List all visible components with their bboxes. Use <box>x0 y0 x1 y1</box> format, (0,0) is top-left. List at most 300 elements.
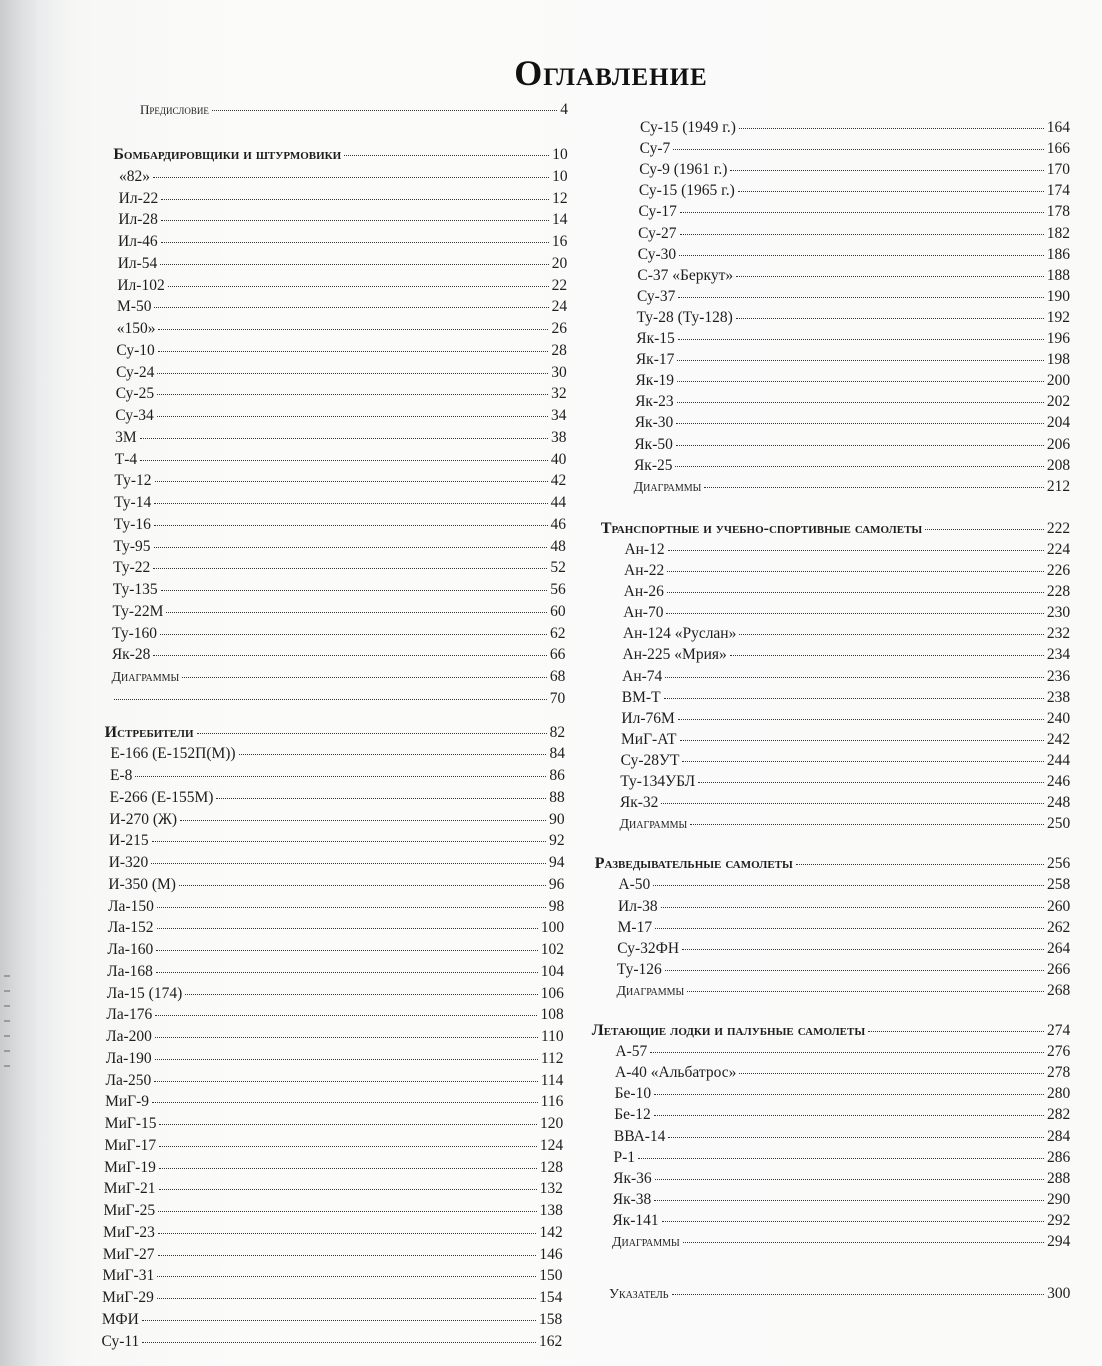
toc-section-heading <box>105 723 565 743</box>
page-number: 52 <box>550 559 566 577</box>
toc-entry <box>635 371 1070 391</box>
page-number: 142 <box>539 1223 563 1241</box>
toc-entry <box>102 1332 563 1352</box>
leader-dots <box>680 740 1044 741</box>
toc-entry <box>114 471 566 491</box>
toc-entry <box>615 1063 1070 1083</box>
entry-title: Як-17 <box>635 351 675 369</box>
page-number: 96 <box>548 875 565 893</box>
toc-entry <box>105 1071 563 1091</box>
toc-entry <box>624 582 1070 602</box>
entry-title: Е-166 (Е-152П(М)) <box>110 745 236 763</box>
leader-dots <box>158 1255 537 1256</box>
leader-dots <box>667 592 1044 593</box>
toc-entry <box>112 602 565 622</box>
toc-entry <box>106 1027 564 1047</box>
entry-title: Су-10 <box>116 341 155 359</box>
leader-dots <box>739 1073 1044 1074</box>
entry-title: Ан-70 <box>623 604 664 622</box>
toc-entry <box>624 561 1070 581</box>
page-number: 26 <box>551 320 567 337</box>
entry-title: А-57 <box>615 1043 648 1061</box>
spine-marks <box>4 975 14 1080</box>
toc-entry <box>105 1114 563 1134</box>
toc-entry <box>624 540 1070 560</box>
leader-dots <box>157 416 548 417</box>
entry-title: Ан-22 <box>624 562 665 579</box>
toc-entry <box>110 788 565 808</box>
toc-entry <box>620 814 1071 835</box>
page-number: 234 <box>1046 646 1071 664</box>
toc-entry <box>103 1201 562 1221</box>
page-number: 290 <box>1047 1190 1071 1208</box>
page-number: 120 <box>539 1115 564 1132</box>
page-number: 114 <box>540 1071 564 1089</box>
toc-entry <box>107 940 564 960</box>
page-number: 28 <box>551 341 567 359</box>
page-number: 60 <box>550 602 566 620</box>
leader-dots <box>155 1037 538 1038</box>
page-number: 46 <box>550 515 567 533</box>
leader-dots <box>736 318 1044 319</box>
entry-title: Р-1 <box>613 1148 636 1166</box>
page-number: 242 <box>1046 730 1071 748</box>
entry-title: «82» <box>118 167 150 185</box>
toc-entry <box>108 918 564 938</box>
leader-dots <box>180 820 546 821</box>
page-number: 244 <box>1046 751 1071 769</box>
entry-title: Ту-16 <box>113 515 151 533</box>
toc-entry <box>117 319 567 339</box>
leader-dots <box>158 329 548 330</box>
page-number: 268 <box>1047 981 1071 999</box>
entry-title: Су-7 <box>639 140 671 158</box>
page-number: 250 <box>1046 815 1071 833</box>
toc-entry <box>118 210 567 230</box>
entry-title: Су-37 <box>636 287 676 305</box>
toc-section-heading <box>595 854 1070 874</box>
entry-title: Су-34 <box>115 407 154 424</box>
page-number: 38 <box>550 428 567 446</box>
leader-dots <box>698 782 1044 783</box>
toc-section-heading <box>592 1021 1070 1041</box>
leader-dots <box>730 655 1044 656</box>
toc-entry <box>620 793 1070 813</box>
entry-title: Ла-160 <box>107 941 154 958</box>
entry-title: Е-8 <box>110 767 133 784</box>
entry-title: Ла-15 (174) <box>106 984 183 1002</box>
toc-entry <box>621 751 1071 771</box>
leader-dots <box>216 798 546 799</box>
page-number: 82 <box>549 723 566 741</box>
toc-entry <box>107 962 564 982</box>
leader-dots <box>154 1081 537 1082</box>
leader-dots <box>676 423 1044 424</box>
leader-dots <box>157 373 548 374</box>
page-number: 280 <box>1047 1085 1071 1103</box>
leader-dots <box>662 1221 1044 1222</box>
toc-entry <box>118 254 568 274</box>
page-number: 248 <box>1046 794 1071 812</box>
entry-title: Ту-14 <box>114 494 152 511</box>
page-number: 108 <box>540 1006 564 1024</box>
entry-title: Як-28 <box>111 646 151 664</box>
entry-title: Диаграммы <box>111 670 180 685</box>
leader-dots <box>155 481 548 482</box>
page-number: 40 <box>550 450 567 468</box>
leader-dots <box>153 655 547 656</box>
entry-title: ВВА-14 <box>613 1127 666 1145</box>
toc-entry <box>110 744 565 764</box>
leader-dots <box>159 1124 536 1125</box>
toc-entry <box>620 772 1070 792</box>
page-number: 88 <box>549 788 565 806</box>
toc-entry <box>118 232 567 252</box>
entry-title: Су-25 <box>115 385 155 403</box>
entry-title: Ту-28 (Ту-128) <box>636 308 733 326</box>
entry-title: Ан-225 «Мрия» <box>622 646 727 664</box>
page-number: 92 <box>549 832 565 850</box>
toc-entry <box>635 392 1070 412</box>
toc-entry <box>638 224 1070 244</box>
entry-title: Су-27 <box>638 224 677 242</box>
page-number: 226 <box>1046 562 1071 579</box>
entry-title: А-40 «Альбатрос» <box>615 1064 737 1082</box>
page-number: 230 <box>1046 604 1071 622</box>
leader-dots <box>673 149 1043 150</box>
toc-entry <box>613 1190 1071 1210</box>
leader-dots <box>739 128 1044 129</box>
entry-title: Диаграммы <box>611 1235 680 1250</box>
entry-title: Ту-126 <box>616 960 662 978</box>
entry-title: Ла-250 <box>105 1071 152 1089</box>
leader-dots <box>655 928 1044 929</box>
toc-entry <box>115 428 566 448</box>
page-number: 224 <box>1046 540 1071 558</box>
toc-entry <box>637 308 1070 328</box>
entry-title: Як-38 <box>612 1190 652 1208</box>
entry-title: Як-19 <box>635 372 674 390</box>
toc-entry <box>613 1169 1070 1189</box>
page-number: 208 <box>1046 456 1071 474</box>
toc-entry <box>109 853 565 873</box>
leader-dots <box>157 1298 536 1299</box>
entry-title: 3М <box>115 428 137 446</box>
entry-title: Ла-168 <box>107 962 153 980</box>
page-number: 90 <box>549 810 565 828</box>
entry-title: МиГ-17 <box>104 1136 157 1154</box>
page-number: 124 <box>539 1136 564 1154</box>
entry-title: Ан-12 <box>624 540 665 558</box>
book-spine <box>0 0 36 1366</box>
page-number: 300 <box>1047 1285 1071 1303</box>
page-number: 158 <box>539 1310 563 1328</box>
toc-entry <box>112 645 566 665</box>
page-number: 192 <box>1046 308 1071 326</box>
leader-dots <box>159 1168 537 1169</box>
leader-dots <box>682 949 1044 950</box>
page-number: 174 <box>1046 182 1070 200</box>
page-number: 62 <box>550 624 566 642</box>
entry-title: Як-36 <box>613 1169 652 1187</box>
page-number: 186 <box>1046 245 1071 263</box>
page-number: 282 <box>1047 1106 1071 1124</box>
toc-entry <box>113 537 565 557</box>
leader-dots <box>678 719 1044 720</box>
toc-entry <box>108 875 564 895</box>
leader-dots <box>140 438 548 439</box>
toc-section-heading <box>601 519 1070 539</box>
leader-dots <box>179 885 546 886</box>
leader-dots <box>654 1115 1044 1116</box>
leader-dots <box>152 841 546 842</box>
toc-entry <box>640 139 1070 159</box>
leader-dots <box>868 1031 1044 1032</box>
section-title: Истребители <box>104 723 194 741</box>
page-number: 154 <box>539 1289 563 1306</box>
toc-section-heading <box>113 145 567 165</box>
page-number: 44 <box>550 494 567 511</box>
page-number: 188 <box>1046 266 1071 284</box>
page-number: 102 <box>540 941 565 958</box>
entry-title: Су-11 <box>101 1332 140 1350</box>
toc-entry <box>635 413 1070 433</box>
entry-title: МиГ-27 <box>102 1245 155 1263</box>
leader-dots <box>155 1059 538 1060</box>
entry-title: Т-4 <box>114 450 138 468</box>
leader-dots <box>161 199 549 200</box>
page-number: 276 <box>1047 1043 1071 1061</box>
leader-dots <box>158 351 549 352</box>
entry-title: Диаграммы <box>619 817 688 833</box>
entry-title: Як-32 <box>619 794 659 812</box>
toc-entry <box>612 1211 1070 1231</box>
page-number: 222 <box>1046 519 1071 537</box>
toc-entry <box>102 1310 562 1330</box>
entry-title: МиГ-15 <box>104 1115 157 1132</box>
toc-entry <box>639 160 1070 180</box>
page-number: 100 <box>540 919 565 937</box>
entry-title: Як-50 <box>634 435 673 453</box>
toc-entry <box>110 766 565 786</box>
toc-entry <box>114 515 566 535</box>
leader-dots <box>738 191 1044 192</box>
toc-entry <box>621 709 1070 729</box>
page-number: 84 <box>549 745 565 763</box>
entry-title: Ту-12 <box>114 472 152 490</box>
page-number: 34 <box>551 407 567 424</box>
leader-dots <box>155 1015 537 1016</box>
page-number: 106 <box>540 984 564 1002</box>
page-number: 200 <box>1046 372 1071 390</box>
toc-entry <box>617 960 1070 980</box>
toc-entry <box>103 1245 563 1265</box>
entry-title: И-270 (Ж) <box>109 810 178 828</box>
leader-dots <box>156 972 538 973</box>
entry-title: А-50 <box>618 876 651 894</box>
toc-entry <box>111 667 565 688</box>
leader-dots <box>153 177 549 178</box>
leader-dots <box>142 1320 536 1321</box>
entry-title: Ил-38 <box>618 897 658 915</box>
page-number: 238 <box>1046 688 1071 706</box>
entry-title: Ил-54 <box>117 254 158 272</box>
leader-dots <box>664 698 1044 699</box>
page-number: 198 <box>1046 351 1071 369</box>
page-number: 138 <box>539 1202 563 1219</box>
entry-title: Ла-150 <box>108 897 154 915</box>
page-number: 68 <box>549 668 566 685</box>
toc-entry <box>117 297 567 317</box>
entry-title: Су-24 <box>116 363 155 381</box>
entry-title: Су-32ФН <box>617 939 680 957</box>
toc-entry <box>106 1005 563 1025</box>
page-number: 278 <box>1047 1064 1071 1082</box>
leader-dots <box>668 550 1044 551</box>
page-number: 10 <box>552 146 568 163</box>
toc-entry <box>639 202 1071 222</box>
entry-title: МиГ-19 <box>104 1158 156 1176</box>
leader-dots <box>638 1158 1044 1159</box>
page-number: 274 <box>1047 1022 1071 1039</box>
page-number: 112 <box>540 1049 564 1067</box>
entry-title: ВМ-Т <box>621 688 661 706</box>
page-number: 228 <box>1046 583 1071 601</box>
leader-dots <box>665 970 1044 971</box>
leader-dots <box>157 394 548 395</box>
page-number: 48 <box>550 537 566 555</box>
page-number: 260 <box>1046 897 1071 915</box>
entry-title: МиГ-25 <box>103 1202 156 1219</box>
page-number: 42 <box>550 472 567 490</box>
toc-entry <box>622 667 1070 687</box>
leader-dots <box>682 761 1043 762</box>
page-number: 4 <box>560 101 568 118</box>
page-number: 14 <box>551 211 568 229</box>
page-number: 236 <box>1046 667 1071 685</box>
toc-entry <box>622 688 1070 708</box>
entry-title: Ла-200 <box>106 1028 152 1045</box>
leader-dots <box>678 339 1044 340</box>
toc-entry <box>634 435 1070 455</box>
toc-entry <box>109 810 564 830</box>
entry-title: МиГ-9 <box>105 1093 150 1111</box>
leader-dots <box>158 1233 537 1234</box>
page-number: 32 <box>551 385 567 403</box>
entry-title: Як-23 <box>635 393 674 411</box>
leader-dots <box>704 487 1043 488</box>
leader-dots <box>678 297 1043 298</box>
toc-entry <box>618 897 1070 917</box>
page-number: 132 <box>539 1180 563 1198</box>
toc-entry <box>637 266 1070 286</box>
leader-dots <box>140 460 548 461</box>
section-title: Транспортные и учебно-спортивные самолеты <box>600 519 923 537</box>
page-number: 94 <box>548 854 565 871</box>
toc-entry <box>116 384 567 404</box>
toc-entry <box>104 1179 563 1199</box>
leader-dots <box>154 525 548 526</box>
toc-entry <box>623 603 1070 623</box>
entry-title: Ил-46 <box>118 233 158 250</box>
leader-dots <box>650 1052 1044 1053</box>
leader-dots <box>182 677 547 678</box>
page-number: 12 <box>552 189 568 207</box>
entry-title: МиГ-23 <box>103 1223 155 1241</box>
toc-entry <box>638 245 1070 265</box>
leader-dots <box>212 110 557 111</box>
toc-entry <box>618 918 1071 938</box>
page-number: 70 <box>549 689 566 707</box>
toc-entry <box>106 1049 564 1069</box>
section-title: Разведывательные самолеты <box>594 855 793 873</box>
leader-dots <box>185 994 537 995</box>
toc-entry <box>112 624 565 644</box>
leader-dots <box>197 733 547 734</box>
page-number: 22 <box>551 276 568 294</box>
page-number: 128 <box>539 1158 564 1176</box>
leader-dots <box>730 170 1043 171</box>
leader-dots <box>654 1094 1044 1095</box>
entry-title: «150» <box>116 320 156 337</box>
page-number: 150 <box>539 1267 563 1285</box>
leader-dots <box>157 1276 536 1277</box>
toc-entry <box>617 981 1071 1002</box>
entry-title: И-215 <box>109 832 149 850</box>
leader-dots <box>159 1146 537 1147</box>
toc-entry <box>104 1158 563 1178</box>
leader-dots <box>796 864 1044 865</box>
leader-dots <box>154 503 547 504</box>
toc-entry <box>618 875 1070 895</box>
toc-entry <box>113 558 566 578</box>
leader-dots <box>154 547 548 548</box>
leader-dots <box>661 907 1044 908</box>
page-number: 56 <box>550 581 566 598</box>
toc-entry <box>615 1042 1070 1062</box>
entry-title: С-37 «Беркут» <box>637 266 734 284</box>
page-number: 240 <box>1046 709 1071 727</box>
leader-dots <box>677 381 1044 382</box>
leader-dots <box>683 1242 1044 1243</box>
leader-dots <box>680 234 1044 235</box>
toc-entry <box>107 984 564 1004</box>
page-number: 162 <box>538 1332 563 1350</box>
toc-page <box>36 0 1102 1366</box>
leader-dots <box>680 212 1044 213</box>
entry-title: Ан-26 <box>623 583 664 601</box>
entry-title: Ту-22 <box>113 559 151 577</box>
page-number: 246 <box>1046 773 1071 790</box>
entry-title: Як-15 <box>636 330 675 347</box>
toc-entry <box>140 100 568 120</box>
toc-entry <box>615 1084 1071 1104</box>
page-number: 164 <box>1046 119 1070 136</box>
page-number: 212 <box>1046 477 1071 495</box>
page-title: Оглавление <box>514 53 708 93</box>
leader-dots <box>135 776 546 777</box>
entry-title: Як-141 <box>612 1211 659 1229</box>
entry-title: И-350 (М) <box>108 875 176 893</box>
entry-title: Су-9 (1961 г.) <box>639 161 728 179</box>
leader-dots <box>672 1294 1045 1295</box>
entry-title: Ил-28 <box>118 211 158 229</box>
page-number: 286 <box>1047 1148 1071 1166</box>
entry-title: М-50 <box>117 298 152 316</box>
leader-dots <box>344 155 549 156</box>
toc-entry <box>114 493 566 513</box>
entry-title: Ту-160 <box>112 624 157 642</box>
